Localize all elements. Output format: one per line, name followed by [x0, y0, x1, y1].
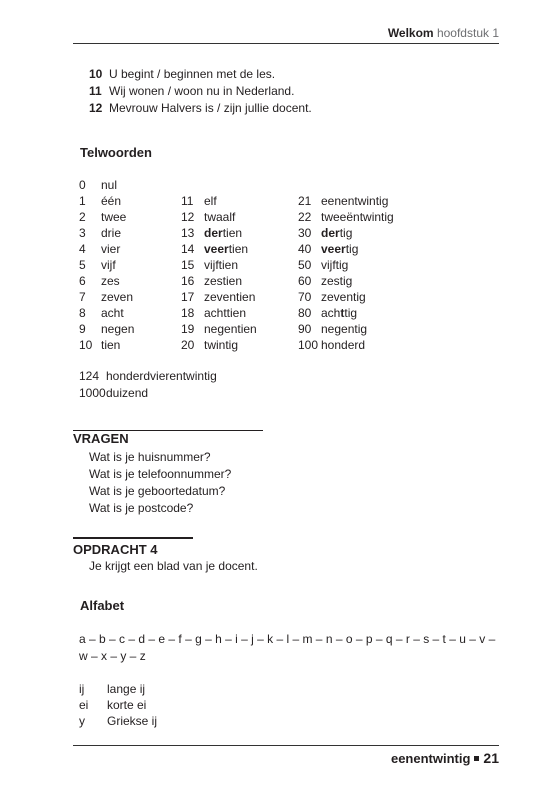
- word: nul: [101, 178, 118, 192]
- number-row: [79, 257, 134, 273]
- numeral: 40: [298, 242, 312, 256]
- numeral: 70: [298, 290, 312, 304]
- word: vijftig: [321, 258, 349, 272]
- numeral: 4: [79, 242, 86, 256]
- sentence-text: U begint / beginnen met de les.: [109, 67, 276, 81]
- numeral: 12: [181, 210, 195, 224]
- alfabet-heading: Alfabet: [80, 598, 125, 613]
- number-row: [79, 177, 134, 193]
- word: zestien: [204, 274, 243, 288]
- numeral: 11: [181, 194, 194, 208]
- word: twaalf: [204, 210, 236, 224]
- exercise-sentences: [89, 66, 312, 117]
- number-row: [298, 241, 394, 257]
- word: twintig: [204, 338, 239, 352]
- numeral: ij: [79, 682, 85, 696]
- sentence-text: Mevrouw Halvers is / zijn jullie docent.: [109, 101, 312, 115]
- number-row: [79, 368, 217, 385]
- word-emphasis: der: [321, 226, 340, 240]
- word: elf: [204, 194, 217, 208]
- word: [321, 241, 358, 257]
- numeral: 10: [79, 338, 93, 352]
- question-item: Wat is je huisnummer?: [89, 450, 211, 464]
- word-rest: tig: [339, 226, 353, 240]
- question-item: Wat is je telefoonnummer?: [89, 467, 232, 481]
- question-item: Wat is je postcode?: [89, 501, 194, 515]
- number-row: [181, 305, 257, 321]
- number-row: [79, 241, 134, 257]
- word: vijf: [101, 258, 116, 272]
- numeral: 18: [181, 306, 195, 320]
- chapter-label: hoofdstuk 1: [436, 26, 499, 40]
- numeral: 7: [79, 290, 86, 304]
- numeral: y: [79, 714, 85, 728]
- word: honderdvierentwintig: [106, 369, 217, 383]
- numeral: 124: [79, 369, 100, 383]
- word: acht: [101, 306, 124, 320]
- number-column-2: [181, 193, 257, 353]
- alphabet-line: w – x – y – z: [79, 649, 146, 663]
- vragen-heading: VRAGEN: [73, 431, 129, 446]
- numeral: 1: [79, 194, 86, 208]
- number-row: [298, 305, 394, 321]
- numeral: 3: [79, 226, 86, 240]
- number-row: [79, 289, 134, 305]
- word: zes: [101, 274, 120, 288]
- word: zeventien: [204, 290, 256, 304]
- number-row: [181, 209, 257, 225]
- numeral: 50: [298, 258, 312, 272]
- word-suffix: tig: [344, 306, 358, 320]
- numeral: 5: [79, 258, 86, 272]
- digraph-list: [79, 681, 157, 729]
- vragen-list: [89, 449, 231, 517]
- word-emphasis: veer: [321, 242, 346, 256]
- word-emphasis: der: [204, 226, 223, 240]
- numeral: 90: [298, 322, 312, 336]
- word: één: [101, 194, 122, 208]
- number-column-3: [298, 193, 394, 353]
- word-rest: tig: [345, 242, 359, 256]
- number-row: [181, 241, 257, 257]
- word: Griekse ij: [107, 714, 158, 728]
- number-row: [79, 337, 134, 353]
- numeral: 17: [181, 290, 195, 304]
- word: vijftien: [204, 258, 239, 272]
- running-head: [388, 26, 499, 40]
- sentence-item: [89, 100, 312, 117]
- sentence-item: [89, 83, 312, 100]
- word: eenentwintig: [321, 194, 389, 208]
- word-emphasis: t: [340, 306, 345, 320]
- word: duizend: [106, 386, 149, 400]
- word: zeven: [101, 290, 134, 304]
- numeral: 20: [181, 338, 195, 352]
- word: negen: [101, 322, 135, 336]
- word: twee: [101, 210, 127, 224]
- page-number-word: eenentwintig: [390, 751, 471, 766]
- number-row: [181, 321, 257, 337]
- sentence-text: Wij wonen / woon nu in Nederland.: [109, 84, 295, 98]
- numeral: 6: [79, 274, 86, 288]
- numeral: 9: [79, 322, 86, 336]
- number-row: [79, 209, 134, 225]
- numeral: 1000: [79, 386, 106, 400]
- numeral: 30: [298, 226, 312, 240]
- opdracht-rule: [73, 537, 193, 539]
- number-row: [298, 193, 394, 209]
- number-row: [181, 193, 257, 209]
- word: tien: [101, 338, 121, 352]
- number-column-1: [79, 177, 134, 353]
- numeral: 21: [298, 194, 312, 208]
- number-row: [79, 273, 134, 289]
- number-row: [298, 289, 394, 305]
- numeral: 2: [79, 210, 86, 224]
- sentence-item: [89, 66, 312, 83]
- digraph-row: [79, 713, 157, 729]
- telwoorden-heading: Telwoorden: [80, 145, 152, 160]
- question-item: Wat is je geboortedatum?: [89, 484, 226, 498]
- numeral: 0: [79, 178, 86, 192]
- word-rest: ach: [321, 306, 341, 320]
- number-row: [79, 305, 134, 321]
- numeral: 8: [79, 306, 86, 320]
- number-row: [181, 273, 257, 289]
- number-row: [298, 337, 394, 353]
- word: [321, 225, 352, 241]
- word: tweeëntwintig: [321, 210, 394, 224]
- alphabet-line: a – b – c – d – e – f – g – h – i – j – k – l – m – n – o – p – q – r – s – t – u – v –: [79, 632, 496, 646]
- number-row: [298, 273, 394, 289]
- number-row: [79, 193, 134, 209]
- numeral: ei: [79, 698, 89, 712]
- word: honderd: [321, 338, 366, 352]
- page-number: 21: [483, 750, 499, 766]
- numeral: 15: [181, 258, 195, 272]
- word: vier: [101, 242, 121, 256]
- opdracht-instruction: Je krijgt een blad van je docent.: [89, 559, 258, 573]
- numeral: 19: [181, 322, 195, 336]
- sentence-number: 12: [89, 101, 103, 115]
- numeral: 80: [298, 306, 312, 320]
- number-row: [181, 225, 257, 241]
- number-row: [298, 257, 394, 273]
- sentence-number: 10: [89, 67, 103, 81]
- number-row: [298, 321, 394, 337]
- digraph-row: [79, 697, 157, 713]
- number-row: [181, 257, 257, 273]
- number-row: [181, 289, 257, 305]
- page-header: [73, 26, 499, 44]
- numeral: 13: [181, 226, 195, 240]
- square-bullet-icon: [474, 756, 479, 761]
- word-emphasis: veer: [204, 242, 229, 256]
- large-numbers: [79, 368, 217, 402]
- footer-rule: [73, 745, 499, 746]
- page-footer: [391, 750, 499, 766]
- number-row: [79, 321, 134, 337]
- number-row: [181, 337, 257, 353]
- word-rest: tien: [228, 242, 249, 256]
- word: [204, 225, 242, 241]
- word: zestig: [321, 274, 353, 288]
- numeral: 14: [181, 242, 195, 256]
- opdracht-heading: OPDRACHT 4: [73, 542, 158, 557]
- word: negentien: [204, 322, 257, 336]
- word: korte ei: [107, 698, 147, 712]
- numeral: 16: [181, 274, 195, 288]
- chapter-title: Welkom: [387, 26, 434, 40]
- numeral: 22: [298, 210, 312, 224]
- alphabet-sequence: [79, 631, 495, 665]
- number-row: [298, 225, 394, 241]
- numeral: 100: [298, 338, 319, 352]
- number-row: [79, 225, 134, 241]
- number-row: [79, 385, 217, 402]
- word: achttien: [204, 306, 247, 320]
- numeral: 60: [298, 274, 312, 288]
- word: [321, 305, 357, 321]
- word-rest: tien: [222, 226, 243, 240]
- word: lange ij: [107, 682, 146, 696]
- digraph-row: [79, 681, 157, 697]
- word: zeventig: [321, 290, 366, 304]
- word: negentig: [321, 322, 368, 336]
- sentence-number: 11: [89, 84, 102, 98]
- word: drie: [101, 226, 122, 240]
- word: [204, 241, 248, 257]
- number-row: [298, 209, 394, 225]
